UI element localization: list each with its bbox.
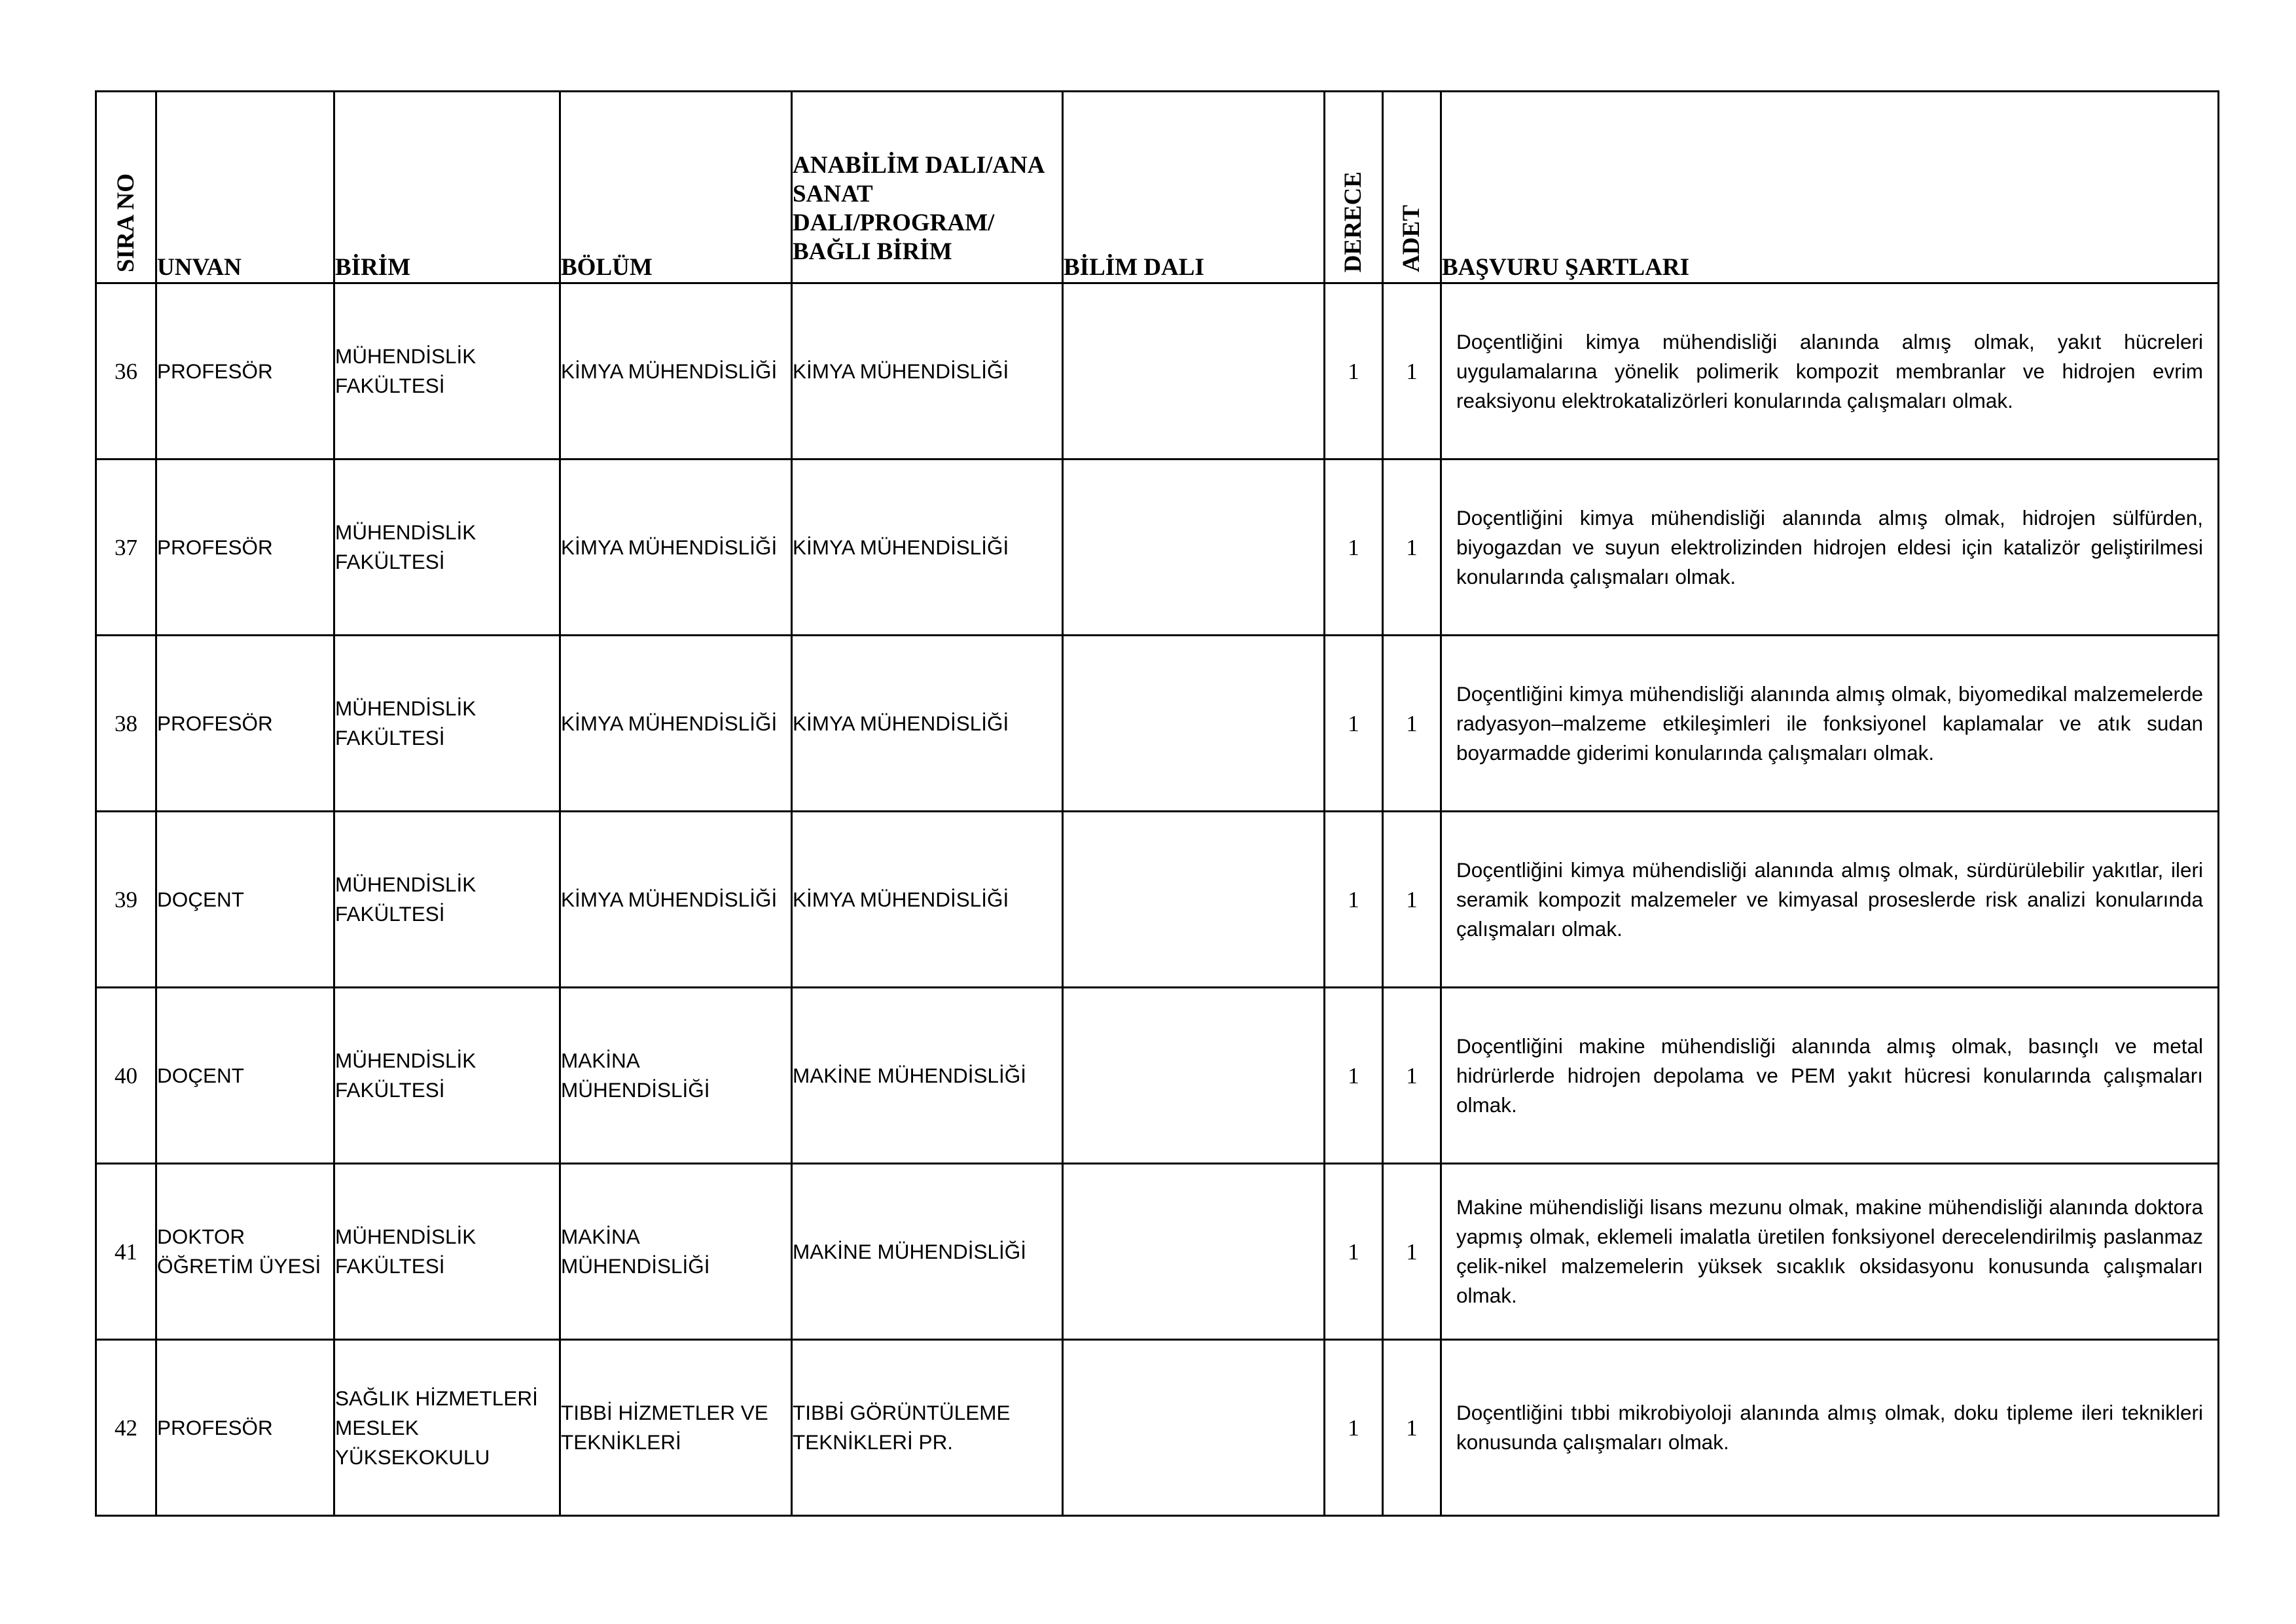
table-row: [96, 283, 2219, 460]
cell-sira: 41: [96, 1164, 156, 1340]
cell-bilim-dali: [1063, 1164, 1325, 1340]
cell-basvuru: Doçentliğini kimya mühendisliği alanında almış olmak, sürdürülebilir yakıtlar, ileri seramik kompozit malzemeler ve kimyasal proseslerde risk analizi konularında çalışmaları olmak.: [1441, 812, 2219, 988]
cell-adet: 1: [1383, 1164, 1441, 1340]
cell-adet: 1: [1383, 460, 1441, 636]
cell-bilim-dali: [1063, 812, 1325, 988]
cell-basvuru: Doçentliğini tıbbi mikrobiyoloji alanında almış olmak, doku tipleme ileri teknikleri konusunda çalışmaları olmak.: [1441, 1340, 2219, 1516]
cell-unvan: DOÇENT: [156, 988, 334, 1164]
cell-sira: 40: [96, 988, 156, 1164]
cell-adet: 1: [1383, 1340, 1441, 1516]
header-derece: DERECE: [1325, 92, 1383, 283]
cell-derece: 1: [1325, 460, 1383, 636]
cell-sira: 37: [96, 460, 156, 636]
header-row: [96, 92, 2219, 283]
cell-sira: 42: [96, 1340, 156, 1516]
cell-bolum: MAKİNA MÜHENDİSLİĞİ: [560, 988, 792, 1164]
cell-birim: SAĞLIK HİZMETLERİ MESLEK YÜKSEKOKULU: [334, 1340, 560, 1516]
cell-birim: MÜHENDİSLİK FAKÜLTESİ: [334, 283, 560, 460]
cell-unvan: PROFESÖR: [156, 1340, 334, 1516]
cell-derece: 1: [1325, 988, 1383, 1164]
cell-derece: 1: [1325, 1340, 1383, 1516]
cell-bilim-dali: [1063, 636, 1325, 812]
cell-adet: 1: [1383, 636, 1441, 812]
cell-unvan: DOKTOR ÖĞRETİM ÜYESİ: [156, 1164, 334, 1340]
cell-bolum: TIBBİ HİZMETLER VE TEKNİKLERİ: [560, 1340, 792, 1516]
cell-basvuru: Doçentliğini makine mühendisliği alanında almış olmak, basınçlı ve metal hidrürlerde hidrojen depolama ve PEM yakıt hücresi konularında çalışmaları olmak.: [1441, 988, 2219, 1164]
positions-table: [95, 90, 2219, 1517]
header-sira-no: SIRA NO: [96, 92, 156, 283]
cell-sira: 39: [96, 812, 156, 988]
cell-birim: MÜHENDİSLİK FAKÜLTESİ: [334, 636, 560, 812]
table-row: [96, 636, 2219, 812]
cell-birim: MÜHENDİSLİK FAKÜLTESİ: [334, 460, 560, 636]
cell-derece: 1: [1325, 812, 1383, 988]
cell-basvuru: Makine mühendisliği lisans mezunu olmak, makine mühendisliği alanında doktora yapmış olmak, eklemeli imalatla üretilen fonksiyonel derecelendirilmiş paslanmaz çelik-nikel malzemelerin yüksek sıcaklık oksidasyonu konusunda çalışmaları olmak.: [1441, 1164, 2219, 1340]
cell-birim: MÜHENDİSLİK FAKÜLTESİ: [334, 1164, 560, 1340]
cell-anabilim: KİMYA MÜHENDİSLİĞİ: [792, 283, 1063, 460]
cell-birim: MÜHENDİSLİK FAKÜLTESİ: [334, 812, 560, 988]
header-bolum: BÖLÜM: [560, 92, 792, 283]
cell-derece: 1: [1325, 283, 1383, 460]
cell-bilim-dali: [1063, 283, 1325, 460]
cell-bilim-dali: [1063, 460, 1325, 636]
cell-birim: MÜHENDİSLİK FAKÜLTESİ: [334, 988, 560, 1164]
cell-anabilim: KİMYA MÜHENDİSLİĞİ: [792, 812, 1063, 988]
header-unvan: UNVAN: [156, 92, 334, 283]
table-row: [96, 812, 2219, 988]
table-row: [96, 1340, 2219, 1516]
header-anabilim: ANABİLİM DALI/ANA SANAT DALI/PROGRAM/ BAĞLI BİRİM: [792, 92, 1063, 283]
cell-bolum: KİMYA MÜHENDİSLİĞİ: [560, 460, 792, 636]
cell-anabilim: KİMYA MÜHENDİSLİĞİ: [792, 460, 1063, 636]
cell-anabilim: TIBBİ GÖRÜNTÜLEME TEKNİKLERİ PR.: [792, 1340, 1063, 1516]
cell-unvan: PROFESÖR: [156, 283, 334, 460]
table-row: [96, 1164, 2219, 1340]
cell-basvuru: Doçentliğini kimya mühendisliği alanında almış olmak, hidrojen sülfürden, biyogazdan ve suyun elektrolizinden hidrojen eldesi için katalizör geliştirilmesi konularında çalışmaları olmak.: [1441, 460, 2219, 636]
header-bilim-dali: BİLİM DALI: [1063, 92, 1325, 283]
cell-adet: 1: [1383, 283, 1441, 460]
cell-sira: 38: [96, 636, 156, 812]
cell-anabilim: MAKİNE MÜHENDİSLİĞİ: [792, 1164, 1063, 1340]
cell-adet: 1: [1383, 988, 1441, 1164]
cell-bolum: KİMYA MÜHENDİSLİĞİ: [560, 283, 792, 460]
cell-basvuru: Doçentliğini kimya mühendisliği alanında almış olmak, biyomedikal malzemelerde radyasyon–malzeme etkileşimleri ile fonksiyonel kaplamalar ve atık sudan boyarmadde giderimi konularında çalışmaları olmak.: [1441, 636, 2219, 812]
cell-unvan: PROFESÖR: [156, 460, 334, 636]
table-row: [96, 988, 2219, 1164]
header-adet: ADET: [1383, 92, 1441, 283]
header-basvuru-sartlari: BAŞVURU ŞARTLARI: [1441, 92, 2219, 283]
cell-bolum: MAKİNA MÜHENDİSLİĞİ: [560, 1164, 792, 1340]
cell-unvan: PROFESÖR: [156, 636, 334, 812]
cell-adet: 1: [1383, 812, 1441, 988]
cell-anabilim: MAKİNE MÜHENDİSLİĞİ: [792, 988, 1063, 1164]
cell-sira: 36: [96, 283, 156, 460]
cell-unvan: DOÇENT: [156, 812, 334, 988]
table-body: [96, 283, 2219, 1516]
cell-bolum: KİMYA MÜHENDİSLİĞİ: [560, 812, 792, 988]
cell-basvuru: Doçentliğini kimya mühendisliği alanında almış olmak, yakıt hücreleri uygulamalarına yönelik polimerik kompozit membranlar ve hidrojen evrim reaksiyonu elektrokatalizörleri konularında çalışmaları olmak.: [1441, 283, 2219, 460]
cell-anabilim: KİMYA MÜHENDİSLİĞİ: [792, 636, 1063, 812]
cell-bilim-dali: [1063, 988, 1325, 1164]
cell-bilim-dali: [1063, 1340, 1325, 1516]
cell-bolum: KİMYA MÜHENDİSLİĞİ: [560, 636, 792, 812]
cell-derece: 1: [1325, 636, 1383, 812]
header-birim: BİRİM: [334, 92, 560, 283]
cell-derece: 1: [1325, 1164, 1383, 1340]
table-row: [96, 460, 2219, 636]
